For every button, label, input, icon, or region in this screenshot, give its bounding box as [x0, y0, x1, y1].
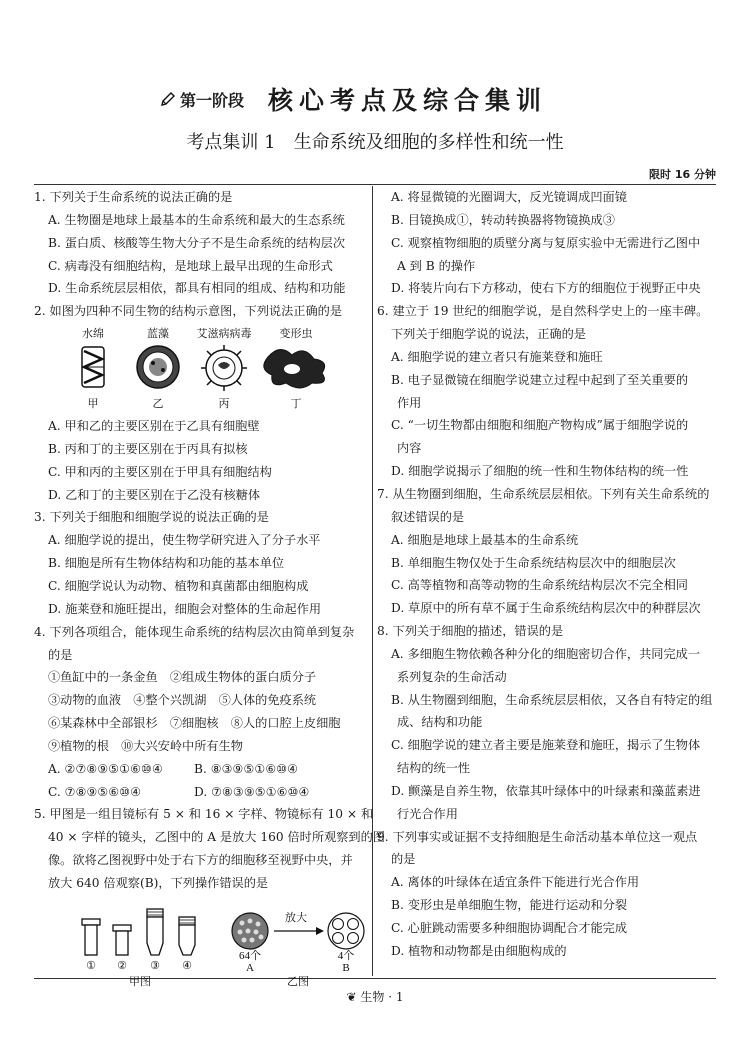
top-divider	[34, 184, 716, 185]
answer-option[interactable]: C. 甲和丙的主要区别在于甲具有细胞结构	[48, 464, 272, 479]
answer-option[interactable]: C. 病毒没有细胞结构，是地球上最早出现的生命形式	[48, 258, 333, 273]
page-footer	[0, 988, 750, 1005]
footer-text: 生物 · 1	[360, 990, 404, 1004]
lens-number: ②	[117, 959, 127, 972]
organism-label: 丁	[290, 398, 302, 411]
lens-eyepiece	[85, 925, 97, 955]
answer-option[interactable]: A. 细胞是地球上最基本的生命系统	[391, 532, 579, 547]
question-text: 系列复杂的生命活动	[397, 669, 507, 684]
organism-name: 蓝藻	[147, 328, 169, 341]
cyanobacteria-drawing	[137, 346, 179, 388]
leaf-icon: ❦	[346, 990, 357, 1004]
stage-title: 核心考点及综合集训	[268, 86, 548, 115]
answer-option[interactable]: C. 高等植物和高等动物的生命系统结构层次不完全相同	[391, 578, 688, 593]
lens-number: ①	[86, 959, 96, 972]
answer-option[interactable]: B. 细胞是所有生物体结构和功能的基本单位	[48, 556, 285, 571]
answer-option[interactable]: C. 细胞学说认为动物、植物和真菌都由细胞构成	[48, 578, 309, 593]
organism-name: 水绵	[82, 328, 104, 341]
organism-label: 甲	[87, 398, 99, 411]
question-text: ⑨植物的根 ⑩大兴安岭中所有生物	[48, 738, 243, 753]
question-stem: 6. 建立于 19 世纪的细胞学说，是自然科学史上的一座丰碑。	[377, 304, 709, 319]
q5-microscope-figure	[34, 895, 370, 987]
answer-option[interactable]: B. 从生物圈到细胞，生命系统层层相依，又各自有特定的组	[391, 692, 713, 707]
question-stem: 9. 下列事实或证据不支持细胞是生命活动基本单位这一观点	[377, 829, 698, 844]
question-text: 放大 640 倍观察(B)，下列操作错误的是	[48, 875, 269, 890]
answer-option[interactable]: C. 细胞学说的建立者主要是施莱登和施旺，揭示了生物体	[391, 738, 701, 753]
stage-label: 第一阶段	[180, 90, 245, 110]
question-stem: 3. 下列关于细胞和细胞学说的说法正确的是	[34, 510, 269, 525]
answer-option[interactable]: B. ⑧③⑨⑤①⑥⑩④	[194, 761, 299, 776]
right-column	[377, 186, 717, 963]
lens-eyepiece	[116, 931, 128, 955]
spirogyra-drawing	[82, 347, 104, 387]
figure-caption-yi: 乙图	[287, 975, 309, 987]
arrow-label: 放大	[285, 911, 307, 924]
lens-objective	[179, 917, 195, 925]
question-text: ⑥某森林中全部银杉 ⑦细胞核 ⑧人的口腔上皮细胞	[48, 716, 341, 731]
question-text: 的是	[48, 647, 73, 662]
answer-option[interactable]: B. 电子显微镜在细胞学说建立过程中起到了至关重要的	[391, 372, 689, 387]
lens-number: ④	[182, 959, 192, 972]
question-text: ③动物的血液 ④整个兴凯湖 ⑤人体的免疫系统	[48, 693, 317, 708]
label-a: A	[246, 961, 254, 974]
question-text: 内容	[397, 441, 422, 456]
column-divider	[372, 186, 373, 976]
question-text: 行光合作用	[397, 806, 458, 821]
answer-option[interactable]: B. 单细胞生物仅处于生命系统结构层次中的细胞层次	[391, 555, 676, 570]
question-text: 像。欲将乙图视野中处于右下方的细胞移至视野中央，并	[48, 853, 353, 868]
question-text: 作用	[397, 395, 422, 410]
question-stem: 2. 如图为四种不同生物的结构示意图，下列说法正确的是	[34, 304, 343, 319]
organism-label: 乙	[152, 398, 164, 411]
answer-option[interactable]: A. 细胞学说的提出，使生物学研究进入了分子水平	[48, 533, 321, 548]
pencil-icon	[160, 91, 176, 107]
q4-options-row	[34, 781, 370, 804]
lens-number: ③	[150, 959, 160, 972]
field-b	[328, 913, 364, 949]
answer-option[interactable]: A. 甲和乙的主要区别在于乙具有细胞壁	[48, 419, 260, 434]
answer-option[interactable]: D. ⑦⑧③⑨⑤①⑥⑩④	[194, 784, 310, 799]
organism-name: 变形虫	[279, 328, 313, 341]
question-text: ①鱼缸中的一条金鱼 ②组成生物体的蛋白质分子	[48, 670, 317, 685]
time-limit: 限时 16 分钟	[649, 168, 716, 181]
answer-option[interactable]: C. 观察植物细胞的质壁分离与复原实验中无需进行乙图中	[391, 235, 701, 250]
question-text: 叙述错误的是	[391, 509, 465, 524]
organism-label: 丙	[218, 398, 230, 411]
answer-option[interactable]: C. “一切生物都由细胞和细胞产物构成”属于细胞学说的	[391, 418, 689, 433]
question-text: 的是	[391, 852, 416, 867]
organism-name: 艾滋病病毒	[196, 328, 252, 341]
answer-option[interactable]: B. 丙和丁的主要区别在于丙具有拟核	[48, 441, 248, 456]
question-stem: 4. 下列各项组合，能体现生命系统的结构层次由简单到复杂	[34, 624, 355, 639]
lens-eyepiece	[113, 925, 131, 931]
question-text: 成、结构和功能	[397, 715, 483, 730]
amoeba-drawing	[264, 350, 325, 389]
answer-option[interactable]: D. 施莱登和施旺提出，细胞会对整体的生命起作用	[48, 601, 322, 616]
page-title: 考点集训 1 生命系统及细胞的多样性和统一性	[186, 132, 564, 153]
answer-option[interactable]: C. ⑦⑧⑨⑤⑥⑩④	[48, 784, 142, 799]
question-stem: 7. 从生物圈到细胞，生命系统层层相依。下列有关生命系统的	[377, 486, 710, 501]
question-text: 40 × 字样的镜头，乙图中的 A 是放大 160 倍时所观察到的图	[48, 830, 385, 845]
question-text: 结构的统一性	[397, 761, 471, 776]
answer-option[interactable]: B. 变形虫是单细胞生物，能进行运动和分裂	[391, 898, 628, 913]
question-text: 下列关于细胞学说的说法，正确的是	[391, 327, 586, 342]
left-column	[34, 186, 385, 987]
count-a: 64个	[239, 949, 261, 962]
answer-option[interactable]: D. 草原中的所有草不属于生命系统结构层次中的种群层次	[391, 601, 701, 616]
answer-option[interactable]: A. 细胞学说的建立者只有施莱登和施旺	[391, 349, 603, 364]
answer-option[interactable]: D. 生命系统层层相依，都具有相同的组成、结构和功能	[48, 281, 346, 296]
stage-header	[160, 82, 547, 116]
lens-objective	[147, 917, 163, 955]
answer-option[interactable]: A. ②⑦⑧⑨⑤①⑥⑩④	[48, 761, 163, 776]
answer-option[interactable]: D. 植物和动物都是由细胞构成的	[391, 943, 567, 958]
q4-options-row	[34, 758, 370, 781]
question-stem: 1. 下列关于生命系统的说法正确的是	[34, 190, 233, 204]
question-text: A 到 B 的操作	[397, 258, 476, 273]
lens-eyepiece	[82, 919, 100, 925]
lens-objective	[179, 925, 195, 955]
answer-option[interactable]: A. 多细胞生物依赖各种分化的细胞密切合作，共同完成一	[391, 646, 701, 661]
answer-option[interactable]: D. 细胞学说揭示了细胞的统一性和生物体结构的统一性	[391, 464, 689, 479]
answer-option[interactable]: A. 生物圈是地球上最基本的生命系统和最大的生态系统	[48, 212, 345, 227]
lens-objective	[147, 909, 163, 917]
answer-option[interactable]: D. 乙和丁的主要区别在于乙没有核糖体	[48, 487, 261, 502]
answer-option[interactable]: A. 离体的叶绿体在适宜条件下能进行光合作用	[391, 875, 640, 890]
question-stem: 5. 甲图是一组目镜标有 5 × 和 16 × 字样、物镜标有 10 × 和	[34, 807, 374, 822]
question-stem: 8. 下列关于细胞的描述，错误的是	[377, 624, 564, 639]
q2-organism-figure	[34, 323, 370, 415]
answer-option[interactable]: D. 将装片向右下方移动，使右下方的细胞位于视野正中央	[391, 281, 701, 296]
answer-option[interactable]: D. 颤藻是自养生物，依靠其叶绿体中的叶绿素和藻蓝素进	[391, 783, 701, 798]
answer-option[interactable]: B. 目镜换成①，转动转换器将物镜换成③	[391, 212, 615, 227]
count-b: 4个	[337, 949, 355, 962]
hiv-drawing	[201, 345, 247, 391]
answer-option[interactable]: A. 将显微镜的光圈调大，反光镜调成凹面镜	[391, 190, 627, 204]
figure-caption-jia: 甲图	[129, 975, 151, 987]
label-b: B	[342, 961, 350, 974]
answer-option[interactable]: C. 心脏跳动需要多种细胞协调配合才能完成	[391, 921, 628, 935]
answer-option[interactable]: B. 蛋白质、核酸等生物大分子不是生命系统的结构层次	[48, 235, 346, 250]
